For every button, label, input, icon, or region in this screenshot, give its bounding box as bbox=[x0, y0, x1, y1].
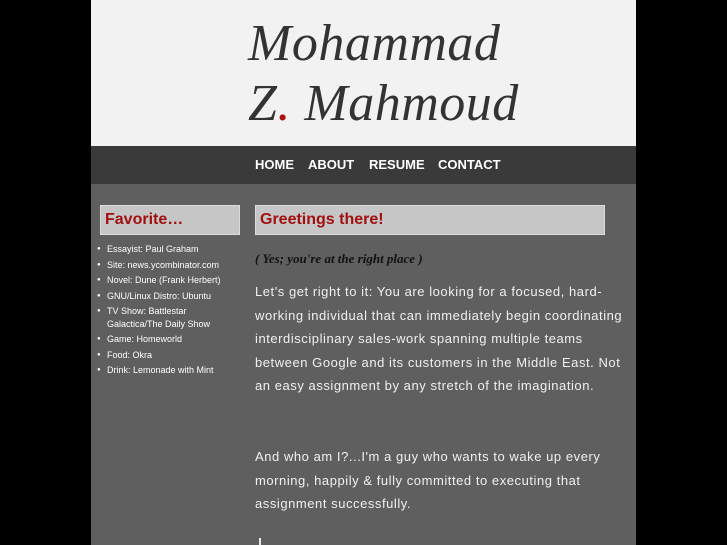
who-am-i-paragraph: And who am I?...I'm a guy who wants to wake up every morning, happily & fully committed to executing that assignment successfully. bbox=[255, 449, 601, 512]
nav-contact[interactable]: CONTACT bbox=[438, 157, 501, 172]
main-title: Greetings there! bbox=[260, 211, 384, 228]
main-title-box bbox=[255, 205, 605, 235]
favorite-item: ● Novel: Dune (Frank Herbert) bbox=[97, 274, 237, 287]
logo-name-last[interactable] bbox=[248, 75, 519, 132]
cut-off-text-fragment bbox=[259, 538, 261, 545]
nav-home[interactable]: HOME bbox=[255, 157, 294, 172]
tagline: ( Yes; you're at the right place ) bbox=[255, 251, 423, 266]
nav-about[interactable]: ABOUT bbox=[308, 157, 355, 172]
favorite-item: ● Site: news.ycombinator.com bbox=[97, 259, 237, 272]
sidebar-title-box bbox=[100, 205, 240, 235]
logo-surname: Mahmoud bbox=[290, 75, 519, 132]
favorite-item: ● Game: Homeworld bbox=[97, 333, 237, 346]
favorite-item: ● TV Show: Battlestar Galactica/The Daily Show bbox=[97, 305, 237, 330]
favorite-item: ● Drink: Lemonade with Mint bbox=[97, 364, 237, 377]
sidebar-title: Favorite… bbox=[105, 211, 184, 228]
main-nav bbox=[91, 146, 636, 184]
nav-resume[interactable]: RESUME bbox=[369, 157, 425, 172]
site-header bbox=[91, 0, 636, 146]
favorite-item: ● Essayist: Paul Graham bbox=[97, 243, 237, 256]
logo-red-dot: . bbox=[277, 75, 291, 132]
logo-name-first[interactable]: Mohammad bbox=[248, 15, 501, 72]
page bbox=[91, 0, 636, 545]
favorite-item: ● GNU/Linux Distro: Ubuntu bbox=[97, 290, 237, 303]
favorite-item: ● Food: Okra bbox=[97, 349, 237, 362]
logo-initial: Z bbox=[248, 75, 278, 132]
favorites-list bbox=[97, 243, 237, 380]
intro-paragraph: Let's get right to it: You are looking for a focused, hard-working individual that can immediately begin coordinating interdisciplinary sales-work spanning multiple teams between Google and its customers in the Middle East. Not an easy assignment by any stretch of the imagination. bbox=[255, 284, 623, 394]
